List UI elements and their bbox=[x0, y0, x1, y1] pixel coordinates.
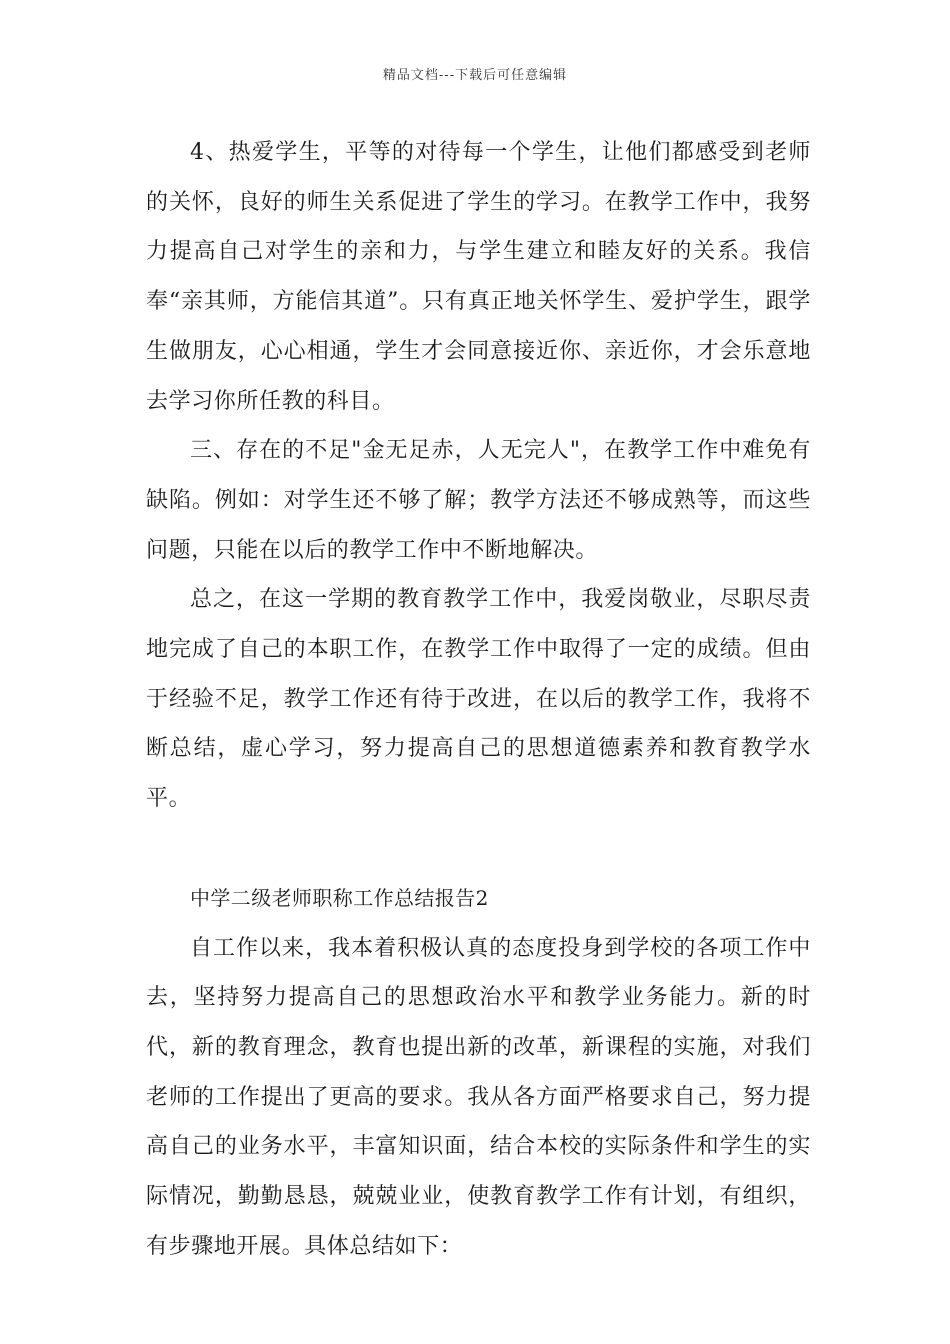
paragraph-conclusion: 总之，在这一学期的教育教学工作中，我爱岗敬业，尽职尽责地完成了自己的本职工作，在教学工作中取得了一定的成绩。但由于经验不足，教学工作还有待于改进，在以后的教学工作，我将不断总结，虚心学习，努力提高自己的思想道德素养和教育教学水平。 bbox=[146, 587, 811, 812]
page-header: 精品文档---下载后可任意编辑 bbox=[382, 68, 568, 83]
document-body bbox=[146, 128, 811, 1271]
paragraph-shortcomings: 三、存在的不足"金无足赤，人无完人"，在教学工作中难免有缺陷。例如：对学生还不够了解；教学方法还不够成熟等，而这些问题，只能在以后的教学工作中不断地解决。 bbox=[146, 438, 811, 563]
section-spacer bbox=[146, 824, 811, 874]
section-title: 中学二级老师职称工作总结报告2 bbox=[190, 885, 489, 910]
paragraph-introduction: 自工作以来，我本着积极认真的态度投身到学校的各项工作中去，坚持努力提高自己的思想政治水平和教学业务能力。新的时代，新的教育理念，教育也提出新的改革，新课程的实施，对我们老师的工作提出了更高的要求。我从各方面严格要求自己，努力提高自己的业务水平，丰富知识面，结合本校的实际条件和学生的实际情况，勤勤恳恳，兢兢业业，使教育教学工作有计划，有组织，有步骤地开展。具体总结如下： bbox=[146, 935, 811, 1259]
paragraph-caring-for-students: 4、热爱学生，平等的对待每一个学生，让他们都感受到老师的关怀，良好的师生关系促进了学生的学习。在教学工作中，我努力提高自己对学生的亲和力，与学生建立和睦友好的关系。我信奉“亲其师，方能信其道”。只有真正地关怀学生、爱护学生，跟学生做朋友，心心相通，学生才会同意接近你、亲近你，才会乐意地去学习你所任教的科目。 bbox=[146, 140, 811, 414]
